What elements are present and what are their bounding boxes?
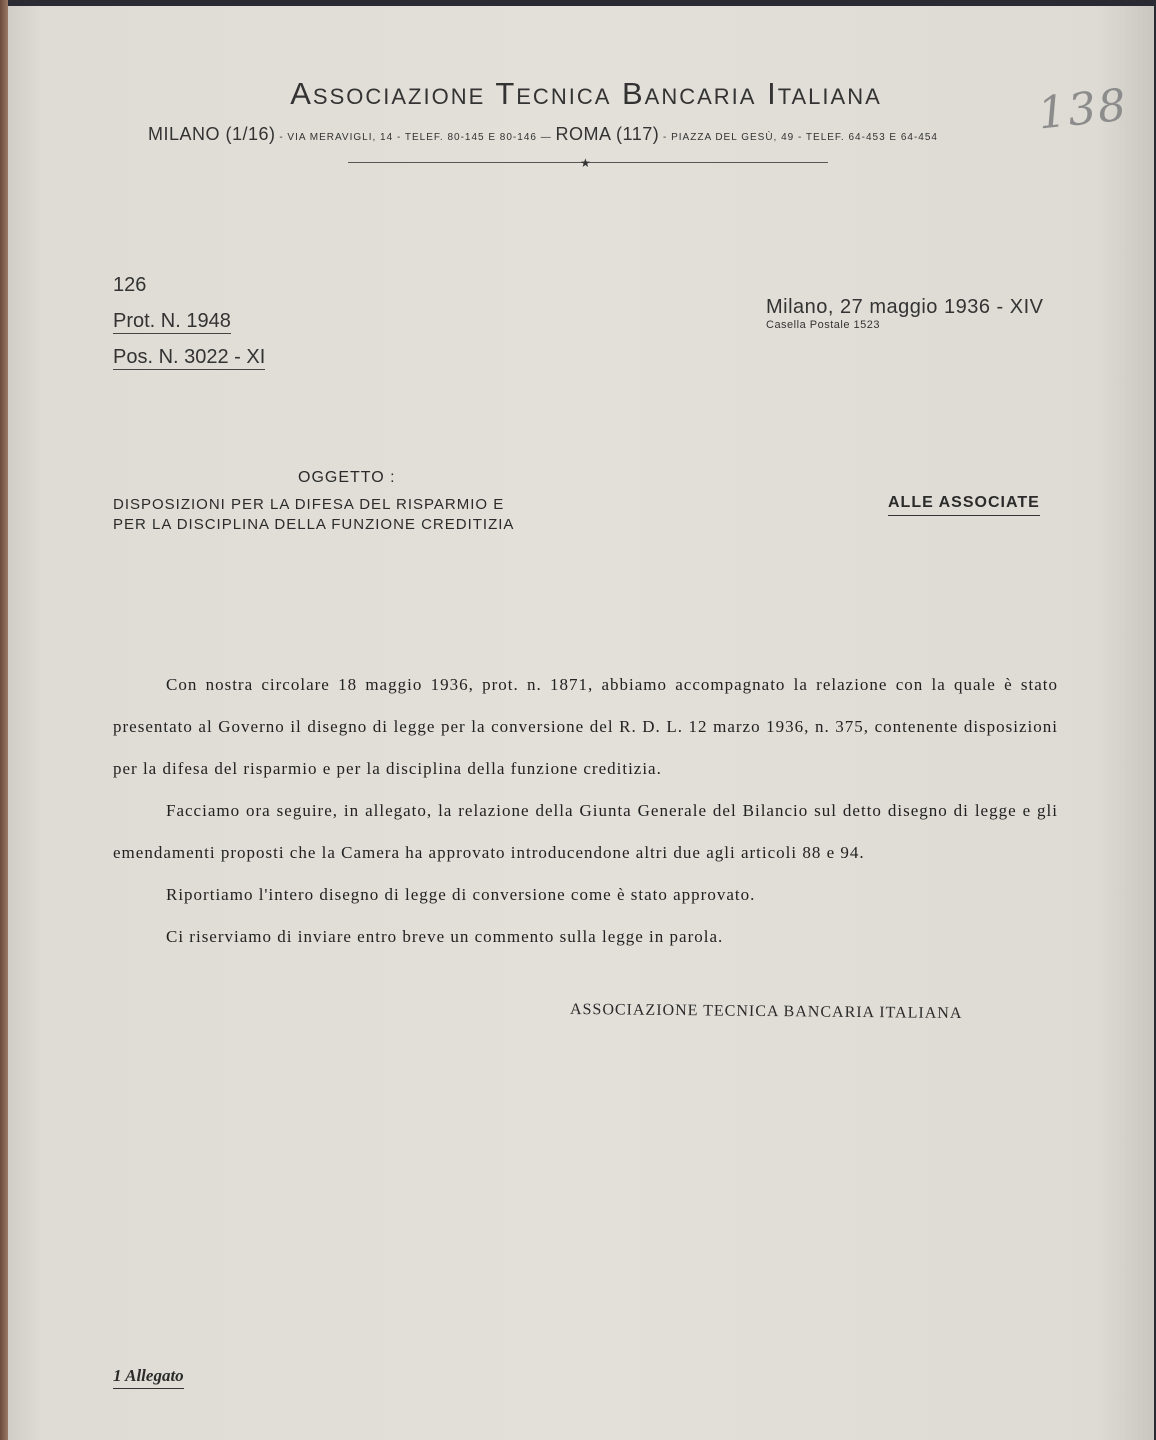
position-number: Pos. N. 3022 - XI: [113, 346, 266, 368]
subject-text: [113, 495, 514, 535]
position-wrapper: [113, 346, 265, 369]
date-line: Milano, 27 maggio 1936 - XIV: [766, 296, 1044, 318]
date-block: [766, 296, 1044, 331]
signature: ASSOCIAZIONE TECNICA BANCARIA ITALIANA: [569, 1000, 963, 1023]
milano-address: - VIA MERAVIGLI, 14 - TELEF. 80-145 E 80-146 —: [275, 132, 556, 143]
book-binding-edge: [0, 0, 8, 1440]
attachment-note: 1 Allegato: [113, 1366, 184, 1389]
letter-body: [113, 664, 1058, 958]
body-paragraph-3: Riportiamo l'intero disegno di legge di conversione come è stato approvato.: [166, 885, 756, 904]
protocol-wrapper: [113, 310, 231, 333]
subject-line-1: DISPOSIZIONI PER LA DIFESA DEL RISPARMIO E: [113, 496, 505, 513]
subject-label: OGGETTO :: [298, 469, 396, 486]
protocol-number: Prot. N. 1948: [113, 310, 231, 332]
letterhead-title: Associazione Tecnica Bancaria Italiana: [290, 76, 882, 111]
body-paragraph-4: Ci riserviamo di inviare entro breve un commento sulla legge in parola.: [166, 927, 724, 946]
divider-star-icon: ★: [580, 156, 591, 170]
postal-box: Casella Postale 1523: [766, 319, 880, 331]
subject-line-2: PER LA DISCIPLINA DELLA FUNZIONE CREDITIZIA: [113, 516, 515, 533]
reference-number: 126: [113, 274, 147, 296]
handwritten-page-number: 138: [1035, 79, 1131, 140]
roma-address: - PIAZZA DEL GESÙ, 49 - TELEF. 64-453 E 64-454: [659, 132, 938, 143]
recipient-heading: ALLE ASSOCIATE: [888, 494, 1040, 516]
letter-page: [8, 6, 1154, 1440]
body-paragraph-1: Con nostra circolare 18 maggio 1936, prot. n. 1871, abbiamo accompagnato la relazione con la quale è stato presentato al Governo il disegno di legge per la conversione del R. D. L. 12 marzo 1936, n. 375, contenente disposizioni per la difesa del risparmio e per la disciplina della funzione creditizia.: [113, 675, 1058, 778]
body-paragraph-2: Facciamo ora seguire, in allegato, la relazione della Giunta Generale del Bilancio sul detto disegno di legge e gli emendamenti proposti che la Camera ha approvato introducendone altri due agli articoli 88 e 94.: [113, 801, 1058, 862]
milano-office: MILANO (1/16): [148, 124, 276, 144]
letterhead-address: [148, 124, 1048, 145]
roma-office: ROMA (117): [555, 124, 660, 144]
